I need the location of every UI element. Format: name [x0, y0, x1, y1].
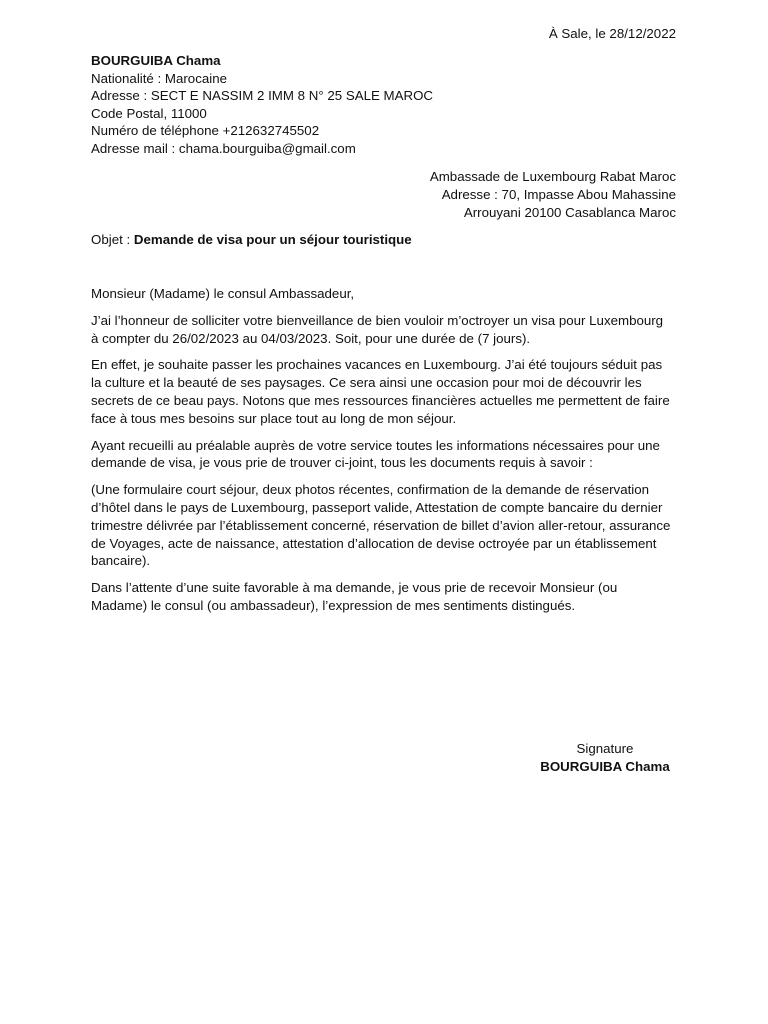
paragraph-documents-intro: Ayant recueilli au préalable auprès de votre service toutes les informations nécessaires pour une demande de visa, je vous prie de trouver ci-joint, tous les documents requis à savoir :	[91, 437, 660, 471]
paragraph-motivation: En effet, je souhaite passer les prochaines vacances en Luxembourg. J’ai été toujours séduit pas la culture et la beauté de ses paysages. Ce sera ainsi une occasion pour moi de découvrir les secrets de ce beau pays. Notons que mes ressources financières actuelles me permettent de faire face à tous mes besoins sur place tout au long de mon séjour.	[91, 357, 670, 426]
recipient-line-3: Arrouyani 20100 Casablanca Maroc	[463, 204, 676, 220]
sender-address: Adresse : SECT E NASSIM 2 IMM 8 N° 25 SALE MAROC	[91, 88, 434, 103]
sender-postal-code: Code Postal, 11000	[91, 105, 207, 121]
sender-phone: Numéro de téléphone +212632745502	[91, 123, 320, 138]
signature-name: BOURGUIBA Chama	[540, 759, 670, 774]
sender-name: BOURGUIBA Chama	[91, 53, 221, 68]
paragraph-request: J’ai l’honneur de solliciter votre bienveillance de bien vouloir m’octroyer un visa pour Luxembourg à compter du 26/02/2023 au 04/03/2023. Soit, pour une durée de (7 jours).	[91, 312, 664, 346]
recipient-block	[430, 168, 676, 221]
greeting: Monsieur (Madame) le consul Ambassadeur,	[91, 286, 355, 301]
date-line: À Sale, le 28/12/2022	[548, 26, 676, 41]
recipient-line-1: Ambassade de Luxembourg Rabat Maroc	[429, 169, 676, 184]
subject-line	[91, 231, 412, 249]
sender-nationality: Nationalité : Marocaine	[91, 70, 227, 86]
signature-block	[500, 740, 710, 776]
paragraph-documents-list: (Une formulaire court séjour, deux photos récentes, confirmation de la demande de réservation d’hôtel dans le pays de Luxembourg, passeport valide, Attestation de compte bancaire du dernier trimestre délivrée par l’établissement concerné, réservation de billet d’avion aller-retour, assurance de Voyages, acte de naissance, attestation d’allocation de devise octroyée par un établissement bancaire).	[91, 482, 671, 569]
sender-email: Adresse mail : chama.bourguiba@gmail.com	[91, 140, 356, 156]
subject-label: Objet :	[91, 232, 134, 247]
signature-label: Signature	[576, 741, 634, 756]
subject-text: Demande de visa pour un séjour touristique	[133, 232, 412, 247]
paragraph-closing: Dans l’attente d’une suite favorable à ma demande, je vous prie de recevoir Monsieur (ou Madame) le consul (ou ambassadeur), l’expression de mes sentiments distingués.	[91, 580, 618, 613]
letter-body	[91, 285, 671, 624]
recipient-line-2: Adresse : 70, Impasse Abou Mahassine	[441, 186, 676, 202]
sender-block	[91, 52, 433, 157]
